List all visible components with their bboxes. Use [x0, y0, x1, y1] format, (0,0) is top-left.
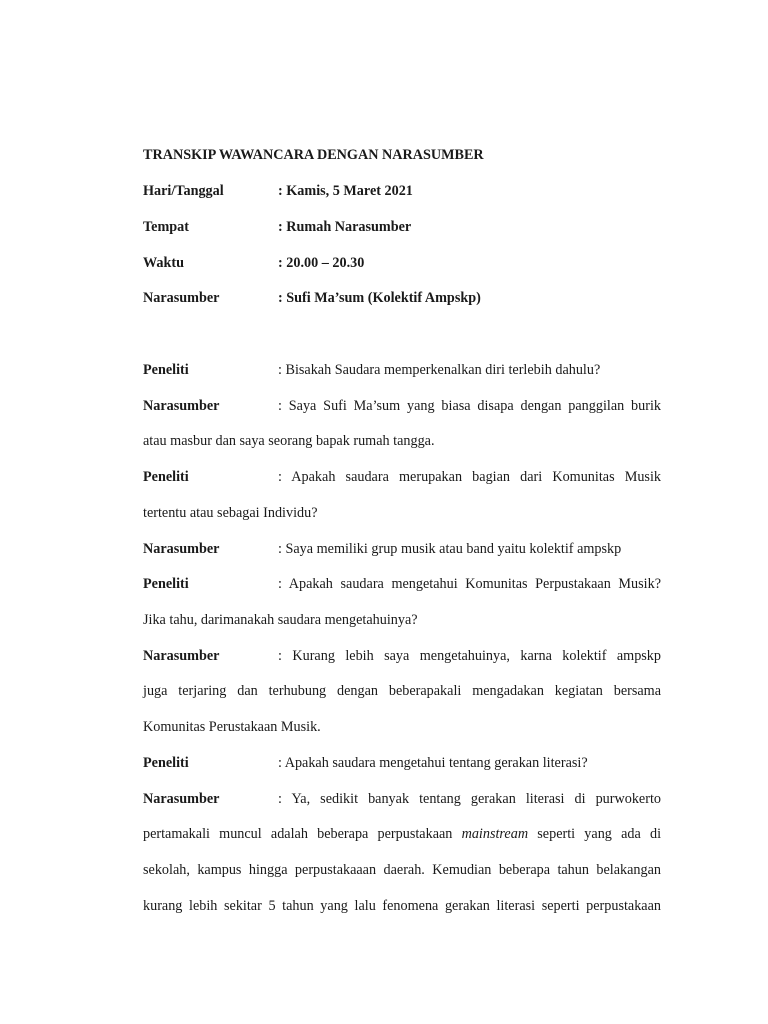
- meta-label: Waktu: [143, 255, 185, 271]
- dialog-text: Komunitas Perustakaan Musik.: [143, 719, 321, 735]
- dialog-text: [143, 824, 661, 844]
- speaker-label: Peneliti: [143, 755, 189, 771]
- dialog-text: : Ya, sedikit banyak tentang gerakan literasi di purwokerto: [278, 791, 661, 807]
- dialog-entry-8: [143, 789, 661, 809]
- dialog-entry-6: [143, 646, 661, 666]
- meta-label: Hari/Tanggal: [143, 183, 224, 199]
- document-title: TRANSKIP WAWANCARA DENGAN NARASUMBER: [143, 147, 484, 163]
- meta-value: : Sufi Ma’sum (Kolektif Ampskp): [278, 290, 481, 306]
- dialog-continuation: [143, 824, 661, 844]
- dialog-continuation: [143, 503, 661, 523]
- dialog-continuation: [143, 610, 661, 630]
- text-segment: seperti yang ada di: [537, 826, 662, 842]
- dialog-text: juga terjaring dan terhubung dengan beberapakali mengadakan kegiatan bersama: [143, 683, 661, 699]
- dialog-text: : Kurang lebih saya mengetahuinya, karna kolektif ampskp: [278, 648, 661, 664]
- dialog-continuation: [143, 431, 661, 451]
- dialog-continuation: [143, 681, 661, 701]
- dialog-text: tertentu atau sebagai Individu?: [143, 505, 318, 521]
- dialog-text: atau masbur dan saya seorang bapak rumah tangga.: [143, 433, 435, 449]
- dialog-entry-4: [143, 539, 661, 559]
- dialog-text: Jika tahu, darimanakah saudara mengetahuinya?: [143, 612, 418, 628]
- speaker-label: Narasumber: [143, 791, 220, 807]
- dialog-text: : Bisakah Saudara memperkenalkan diri terlebih dahulu?: [278, 362, 601, 378]
- dialog-entry-2: [143, 396, 661, 416]
- dialog-entry-5: [143, 574, 661, 594]
- dialog-text: : Saya memiliki grup musik atau band yaitu kolektif ampskp: [278, 541, 622, 557]
- dialog-text: : Saya Sufi Ma’sum yang biasa disapa dengan panggilan burik: [278, 398, 661, 414]
- meta-value: : 20.00 – 20.30: [278, 255, 365, 271]
- dialog-entry-7: [143, 753, 661, 773]
- dialog-continuation: [143, 717, 661, 737]
- speaker-label: Peneliti: [143, 362, 189, 378]
- speaker-label: Narasumber: [143, 541, 220, 557]
- meta-value: : Kamis, 5 Maret 2021: [278, 183, 413, 199]
- speaker-label: Peneliti: [143, 576, 189, 592]
- speaker-label: Peneliti: [143, 469, 189, 485]
- dialog-continuation: [143, 860, 661, 880]
- dialog-continuation: [143, 896, 661, 916]
- text-segment: pertamakali muncul adalah beberapa perpustakaan: [143, 826, 453, 842]
- meta-label: Narasumber: [143, 290, 220, 306]
- dialog-text: : Apakah saudara merupakan bagian dari Komunitas Musik: [278, 469, 661, 485]
- dialog-text: sekolah, kampus hingga perpustakaaan daerah. Kemudian beberapa tahun belakangan: [143, 862, 661, 878]
- dialog-text: : Apakah saudara mengetahui tentang gerakan literasi?: [278, 755, 588, 771]
- dialog-text: : Apakah saudara mengetahui Komunitas Perpustakaan Musik?: [278, 576, 661, 592]
- speaker-label: Narasumber: [143, 398, 220, 414]
- meta-label: Tempat: [143, 219, 189, 235]
- meta-value: : Rumah Narasumber: [278, 219, 412, 235]
- dialog-entry-1: [143, 360, 661, 380]
- dialog-entry-3: [143, 467, 661, 487]
- speaker-label: Narasumber: [143, 648, 220, 664]
- dialog-text: kurang lebih sekitar 5 tahun yang lalu fenomena gerakan literasi seperti perpustakaan: [143, 898, 661, 914]
- italic-term: mainstream: [461, 826, 529, 842]
